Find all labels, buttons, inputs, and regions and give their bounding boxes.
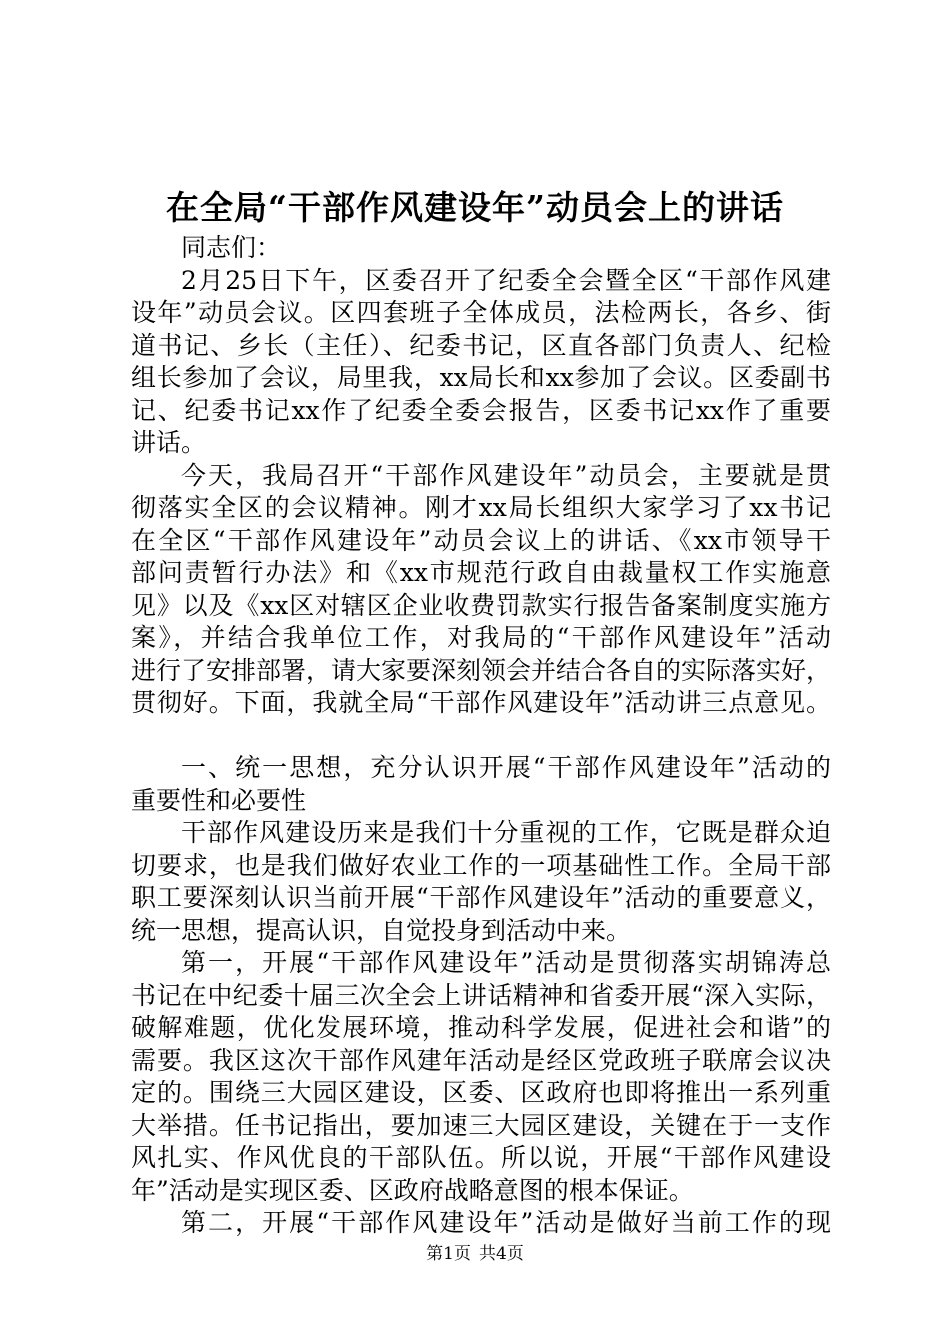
body-line: 书记在中纪委十届三次全会上讲话精神和省委开展“深入实际，: [131, 980, 831, 1010]
body-line: 在全区“干部作风建设年”动员会议上的讲话、《xx市领导干: [131, 525, 831, 555]
body-line: 见》以及《xx区对辖区企业收费罚款实行报告备案制度实施方: [131, 590, 831, 620]
body-line: 设年”动员会议。区四套班子全体成员，法检两长，各乡、街: [131, 298, 831, 327]
body-line: 大举措。任书记指出，要加速三大园区建设，关键在于一支作: [131, 1110, 831, 1140]
salutation: 同志们：: [181, 233, 282, 262]
blank-line: [131, 720, 831, 753]
body-line: 干部作风建设历来是我们十分重视的工作，它既是群众迫: [181, 818, 831, 847]
body-line: 年”活动是实现区委、区政府战略意图的根本保证。: [131, 1175, 694, 1205]
body-line: 进行了安排部署，请大家要深刻领会并结合各自的实际落实好，: [131, 655, 832, 685]
body-line: 第二，开展“干部作风建设年”活动是做好当前工作的现: [181, 1208, 831, 1237]
body-line: 道书记、乡长（主任）、纪委书记，区直各部门负责人、纪检: [131, 330, 831, 360]
body-line: 记、纪委书记xx作了纪委全委会报告，区委书记xx作了重要: [131, 395, 831, 425]
body-line: 风扎实、作风优良的干部队伍。所以说，开展“干部作风建设: [131, 1143, 831, 1172]
body-line: 今天，我局召开“干部作风建设年”动员会，主要就是贯: [181, 460, 831, 490]
body-line: 贯彻好。下面，我就全局“干部作风建设年”活动讲三点意见。: [131, 688, 831, 717]
document-title: 在全局“干部作风建设年”动员会上的讲话: [166, 188, 784, 227]
page-footer: [0, 1243, 950, 1265]
body-line: 职工要深刻认识当前开展“干部作风建设年”活动的重要意义，: [131, 883, 831, 912]
body-line: 案》，并结合我单位工作，对我局的“干部作风建设年”活动: [131, 623, 831, 652]
total-pages: 共4页: [479, 1244, 524, 1264]
body-line: 第一，开展“干部作风建设年”活动是贯彻落实胡锦涛总: [181, 948, 831, 977]
body-lines: [131, 265, 831, 1240]
body-line: 2月25日下午，区委召开了纪委全会暨全区“干部作风建: [181, 265, 831, 295]
body-line: 统一思想，提高认识，自觉投身到活动中来。: [131, 915, 632, 945]
body-line: 一、统一思想，充分认识开展“干部作风建设年”活动的: [181, 753, 831, 782]
body-line: 部问责暂行办法》和《xx市规范行政自由裁量权工作实施意: [131, 558, 831, 587]
body-line: 讲话。: [131, 428, 207, 457]
body-line: 破解难题，优化发展环境，推动科学发展，促进社会和谐”的: [131, 1013, 831, 1042]
body-line: 组长参加了会议，局里我，xx局长和xx参加了会议。区委副书: [131, 363, 831, 392]
body-line: 需要。我区这次干部作风建年活动是经区党政班子联席会议决: [131, 1045, 831, 1075]
document-body: [131, 232, 831, 1240]
page-number: 第1页: [426, 1244, 471, 1264]
body-line: 切要求，也是我们做好农业工作的一项基础性工作。全局干部: [131, 850, 831, 880]
body-line: 彻落实全区的会议精神。刚才xx局长组织大家学习了xx书记: [131, 493, 831, 522]
body-line: 定的。围绕三大园区建设，区委、区政府也即将推出一系列重: [131, 1078, 831, 1107]
body-line: 重要性和必要性: [131, 785, 307, 815]
